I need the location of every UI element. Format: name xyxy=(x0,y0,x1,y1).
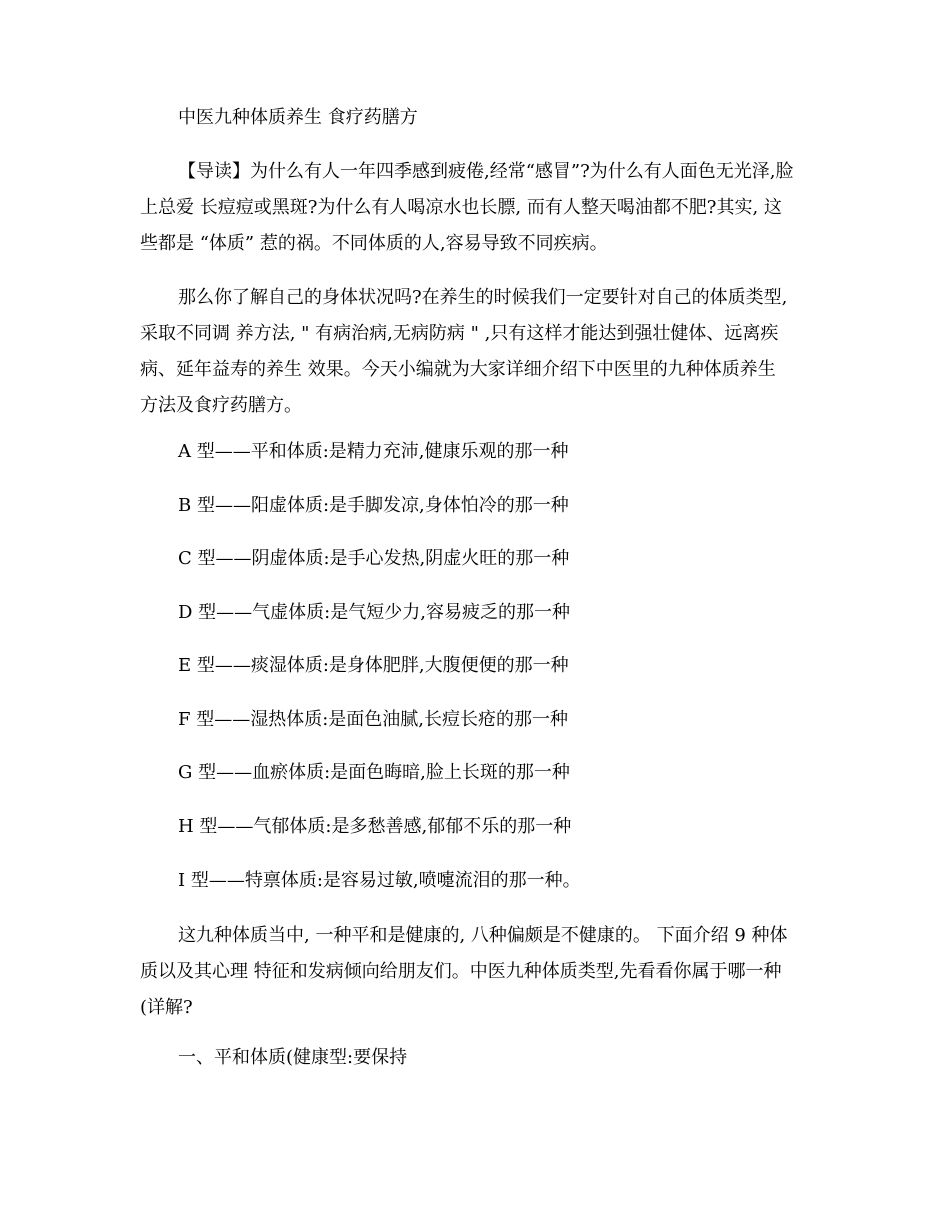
type-c-item: C 型——阴虚体质:是手心发热,阴虚火旺的那一种 xyxy=(178,548,570,569)
type-f-item: F 型——湿热体质:是面色油腻,长痘长疮的那一种 xyxy=(178,709,568,730)
type-e-item: E 型——痰湿体质:是身体肥胖,大腹便便的那一种 xyxy=(178,655,569,676)
summary-line-1: 这九种体质当中, 一种平和是健康的, 八种偏颇是不健康的。 下面介绍 9 种体 xyxy=(178,925,788,946)
type-a-item: A 型——平和体质:是精力充沛,健康乐观的那一种 xyxy=(178,441,569,462)
type-h-item: H 型——气郁体质:是多愁善感,郁郁不乐的那一种 xyxy=(178,816,572,837)
para2-line-1: 那么你了解自己的身体状况吗?在养生的时候我们一定要针对自己的体质类型, xyxy=(178,287,788,308)
type-b-item: B 型——阳虚体质:是手脚发凉,身体怕冷的那一种 xyxy=(178,495,569,516)
summary-line-3: (详解? xyxy=(140,997,193,1018)
intro-line-1: 【导读】为什么有人一年四季感到疲倦,经常“感冒”?为什么有人面色无光泽,脸 xyxy=(178,161,794,182)
type-g-item: G 型——血瘀体质:是面色晦暗,脸上长斑的那一种 xyxy=(178,762,570,783)
intro-line-2: 上总爱 长痘痘或黑斑?为什么有人喝凉水也长膘, 而有人整天喝油都不肥?其实, 这 xyxy=(140,197,782,218)
type-d-item: D 型——气虚体质:是气短少力,容易疲乏的那一种 xyxy=(178,602,570,623)
intro-line-3: 些都是 “体质” 惹的祸。不同体质的人,容易导致不同疾病。 xyxy=(140,233,608,254)
para2-line-3: 病、延年益寿的养生 效果。今天小编就为大家详细介绍下中医里的九种体质养生 xyxy=(140,359,776,380)
section-heading: 一、平和体质(健康型:要保持 xyxy=(178,1047,408,1068)
para2-line-2: 采取不同调 养方法, " 有病治病,无病防病 " ,只有这样才能达到强壮健体、远离疾 xyxy=(140,323,779,344)
type-i-item: I 型——特禀体质:是容易过敏,喷嚏流泪的那一种。 xyxy=(178,870,581,891)
document-title: 中医九种体质养生 食疗药膳方 xyxy=(178,107,418,128)
para2-line-4: 方法及食疗药膳方。 xyxy=(140,395,302,416)
summary-line-2: 质以及其心理 特征和发病倾向给朋友们。中医九种体质类型,先看看你属于哪一种 xyxy=(140,961,782,982)
